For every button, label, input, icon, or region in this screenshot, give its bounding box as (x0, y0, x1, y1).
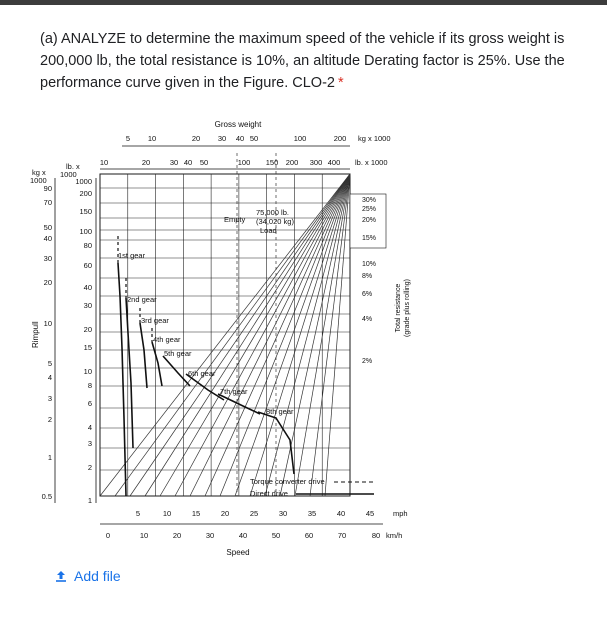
top-lb-tick: 400 (327, 158, 341, 167)
speed-axis-label: Speed (226, 548, 250, 557)
mph-tick: 20 (220, 509, 230, 518)
rimpull-axis-label: Rimpull (31, 321, 40, 348)
top-kg-ticks (122, 134, 350, 146)
gear-curve-4 (152, 342, 162, 386)
left-lb-tick: 100 (79, 227, 92, 236)
left-lb-tick: 60 (83, 261, 92, 270)
mph-tick: 15 (191, 509, 201, 518)
kmh-tick: 60 (304, 531, 314, 540)
top-kg-tick: 200 (333, 134, 347, 143)
left-lb-tick: 1 (87, 496, 92, 505)
top-lb-tick: 20 (141, 158, 151, 167)
gross-weight-title: Gross weight (214, 120, 262, 129)
add-file-label: Add file (74, 568, 121, 584)
gear-1-label: 1st gear (118, 251, 146, 260)
left-lb-tick: 8 (87, 381, 92, 390)
left-kg-tick: 2 (47, 415, 52, 424)
top-lb-tick: 300 (309, 158, 323, 167)
left-lb-header: lb. x 1000 (60, 162, 80, 179)
kmh-tick: 50 (271, 531, 281, 540)
resistance-tick: 2% (362, 358, 373, 365)
left-lb-tick: 20 (83, 325, 92, 334)
gear-8-label: 8th gear (266, 407, 294, 416)
mph-tick: 25 (249, 509, 259, 518)
gear-curve-5 (163, 356, 190, 386)
top-lb-tick: 40 (183, 158, 193, 167)
kmh-tick: 20 (172, 531, 182, 540)
top-lb-tick: 150 (265, 158, 279, 167)
left-kg-header: kg x 1000 (30, 168, 47, 185)
resistance-tick: 15% (362, 235, 377, 242)
left-lb-tick: 2 (87, 463, 92, 472)
empty-label: Empty (224, 215, 246, 224)
gear-4-label: 4th gear (153, 335, 181, 344)
top-lb-tick: 200 (285, 158, 299, 167)
left-kg-tick: 50 (43, 223, 52, 232)
top-lb-tick: 30 (169, 158, 179, 167)
top-lb-tick: 10 (99, 158, 109, 167)
kmh-tick: 80 (371, 531, 381, 540)
kmh-tick: 70 (337, 531, 347, 540)
left-lb-tick: 10 (83, 367, 92, 376)
top-lb-tick: 50 (199, 158, 209, 167)
left-lb-tick: 6 (87, 399, 92, 408)
left-kg-tick: 4 (47, 373, 52, 382)
kmh-tick: 10 (139, 531, 149, 540)
left-kg-tick: 1 (47, 453, 52, 462)
mph-tick: 40 (336, 509, 346, 518)
mph-tick: 45 (365, 509, 375, 518)
left-kg-tick: 20 (43, 278, 52, 287)
gear-2-label: 2nd gear (127, 295, 157, 304)
top-kg-tick: 40 (235, 134, 245, 143)
question-text (40, 28, 588, 94)
kmh-tick: 40 (238, 531, 248, 540)
mph-tick: 30 (278, 509, 288, 518)
top-bar (0, 0, 607, 5)
top-kg-tick: 5 (125, 134, 131, 143)
left-lb-tick: 1000 (75, 177, 92, 186)
gear-5-label: 5th gear (164, 349, 192, 358)
left-kg-tick: 0.5 (41, 492, 52, 501)
top-lb-ticks (100, 158, 350, 169)
gear-curve-2 (126, 298, 133, 448)
gear-curve-1 (118, 263, 126, 496)
performance-chart (28, 118, 428, 566)
left-kg-tick: 70 (43, 198, 52, 207)
left-lb-tick: 30 (83, 301, 92, 310)
kmh-unit: km/h (386, 531, 403, 540)
left-kg-tick: 90 (43, 184, 52, 193)
kmh-tick: 0 (105, 531, 111, 540)
left-lb-tick: 150 (79, 207, 92, 216)
left-lb-tick: 15 (83, 343, 92, 352)
weight-diagonals (100, 153, 350, 496)
required-asterisk: * (337, 75, 344, 91)
kmh-ticks (100, 524, 383, 540)
resistance-ticks (350, 194, 386, 365)
left-lb-tick: 3 (87, 439, 92, 448)
mph-tick: 35 (307, 509, 317, 518)
left-kg-tick: 40 (43, 234, 52, 243)
legend-direct-drive: Direct drive (250, 489, 288, 498)
top-kg-tick: 100 (293, 134, 307, 143)
left-lb-tick: 200 (79, 189, 92, 198)
left-kg-tick: 10 (43, 319, 52, 328)
resistance-tick: 25% (362, 206, 377, 213)
left-kg-tick: 30 (43, 254, 52, 263)
load-label: Load (260, 226, 277, 235)
mph-unit: mph (393, 509, 408, 518)
resistance-tick: 10% (362, 261, 377, 268)
upload-icon (54, 569, 68, 583)
top-lb-unit: lb. x 1000 (355, 158, 388, 167)
left-lb-tick: 80 (83, 241, 92, 250)
mph-tick: 10 (162, 509, 172, 518)
gear-6-label: 6th gear (188, 369, 216, 378)
top-lb-tick: 100 (237, 158, 251, 167)
mph-tick: 5 (135, 509, 141, 518)
top-kg-tick: 30 (217, 134, 227, 143)
question-body: (a) ANALYZE to determine the maximum speed of the vehicle if its gross weight is 200,000 lb, the total resistance is 10%, an altitude Derating factor is 25%. Use the performance curve given in the Figure. CLO-2 (40, 31, 565, 91)
resistance-tick: 20% (362, 217, 377, 224)
top-kg-tick: 10 (147, 134, 157, 143)
loaded-weight-lb: 75,000 lb. (256, 208, 289, 217)
left-kg-tick: 5 (47, 359, 52, 368)
gear-curves (118, 236, 294, 496)
resistance-tick: 30% (362, 197, 377, 204)
left-lb-tick: 40 (83, 283, 92, 292)
loaded-weight-kg: (34,020 kg) (256, 217, 294, 226)
resistance-tick: 8% (362, 273, 373, 280)
mph-ticks (136, 509, 374, 518)
gear-curve-3 (140, 323, 147, 388)
left-lb-ticks (75, 177, 96, 505)
kmh-tick: 30 (205, 531, 215, 540)
resistance-tick: 6% (362, 291, 373, 298)
gear-3-label: 3rd gear (141, 316, 169, 325)
resistance-tick: 4% (362, 316, 373, 323)
left-kg-ticks (42, 178, 55, 503)
top-kg-tick: 20 (191, 134, 201, 143)
add-file-button[interactable] (54, 568, 121, 584)
gear-7-label: 7th gear (220, 387, 248, 396)
resistance-axis-label: Total resistance (grade plus rolling) (395, 279, 411, 337)
left-kg-tick: 3 (47, 394, 52, 403)
left-lb-tick: 4 (87, 423, 92, 432)
top-kg-tick: 50 (249, 134, 259, 143)
top-kg-unit: kg x 1000 (358, 134, 391, 143)
legend-torque-converter: Torque converter drive (250, 477, 325, 486)
